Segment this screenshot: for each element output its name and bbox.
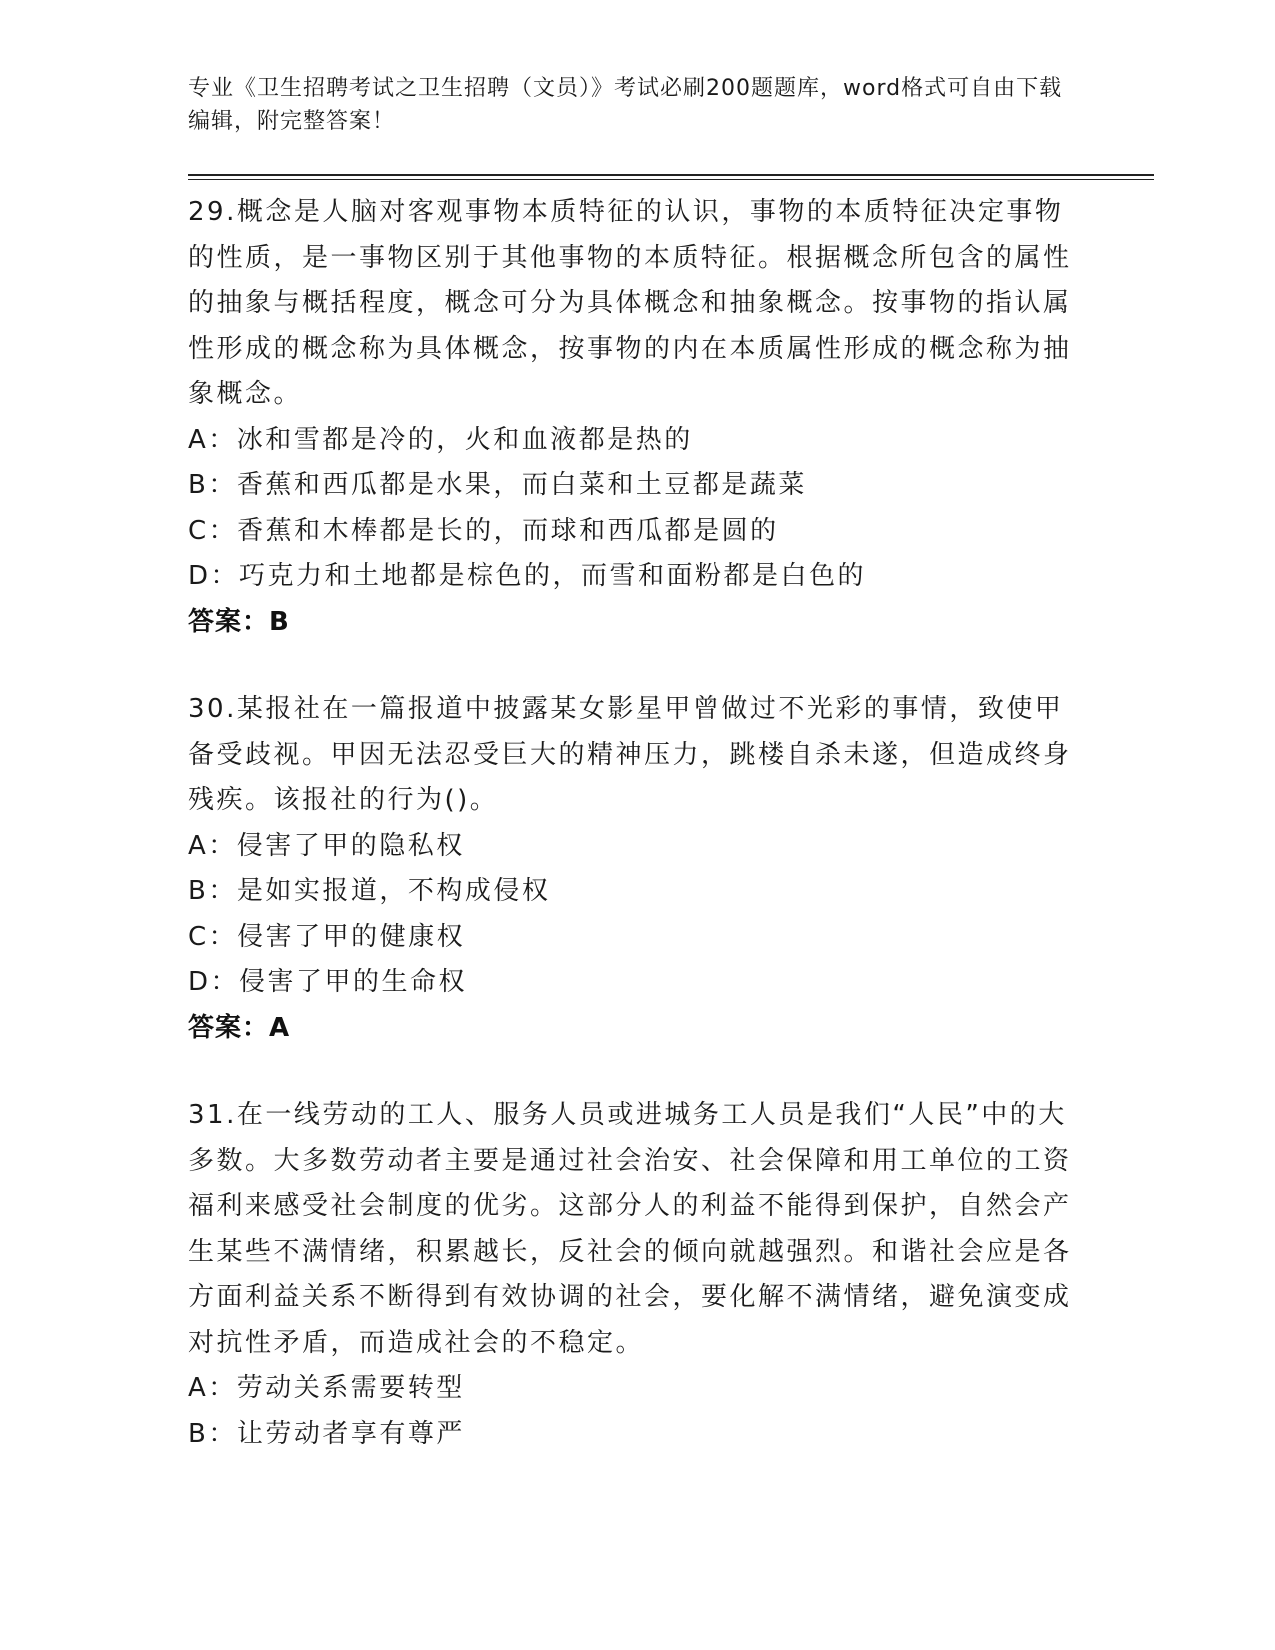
answer-line [188,1006,1154,1052]
option-c: C：香蕉和木棒都是长的，而球和西瓜都是圆的 [188,515,779,546]
option-d: D：侵害了甲的生命权 [188,967,468,997]
option-a: A：侵害了甲的隐私权 [188,830,465,861]
option-b: B：让劳动者享有尊严 [188,1418,465,1449]
answer-value: A [269,1012,291,1043]
document-header: 专业《卫生招聘考试之卫生招聘（文员）》考试必刷200题题库，word格式可自由下载编辑，附完整答案！ [188,76,1063,134]
option-b: B：是如实报道，不构成侵权 [188,876,551,906]
question-30 [188,687,1154,1051]
question-31 [188,1093,1154,1457]
option-d: D：巧克力和土地都是棕色的，而雪和面粉都是白色的 [188,561,867,591]
question-text: 31.在一线劳动的工人、服务人员或进城务工人员是我们“人民”中的大多数。大多数劳动者主要是通过社会治安、社会保障和用工单位的工资福利来感受社会制度的优劣。这部分人的利益不能得到保护，自然会产生某些不满情绪，积累越长，反社会的倾向就越强烈。和谐社会应是各方面利益关系不断得到有效协调的社会，要化解不满情绪，避免演变成对抗性矛盾，而造成社会的不稳定。 [188,1100,1072,1358]
option-b: B：香蕉和西瓜都是水果，而白菜和土豆都是蔬菜 [188,470,807,500]
answer-value: B [269,606,290,637]
answer-line [188,600,1154,646]
answer-label: 答案： [188,606,270,637]
document-page [188,72,1154,1457]
header-divider [188,174,1154,180]
option-a: A：冰和雪都是冷的，火和血液都是热的 [188,424,693,455]
question-text: 29.概念是人脑对客观事物本质特征的认识，事物的本质特征决定事物的性质，是一事物区别于其他事物的本质特征。根据概念所包含的属性的抽象与概括程度，概念可分为具体概念和抽象概念。按事物的指认属性形成的概念称为具体概念，按事物的内在本质属性形成的概念称为抽象概念。 [188,197,1072,409]
answer-label: 答案： [188,1012,270,1043]
question-text: 30.某报社在一篇报道中披露某女影星甲曾做过不光彩的事情，致使甲备受歧视。甲因无法忍受巨大的精神压力，跳楼自杀未遂，但造成终身残疾。该报社的行为()。 [188,694,1072,815]
option-a: A：劳动关系需要转型 [188,1373,465,1403]
question-29 [188,190,1154,645]
option-c: C：侵害了甲的健康权 [188,921,466,952]
